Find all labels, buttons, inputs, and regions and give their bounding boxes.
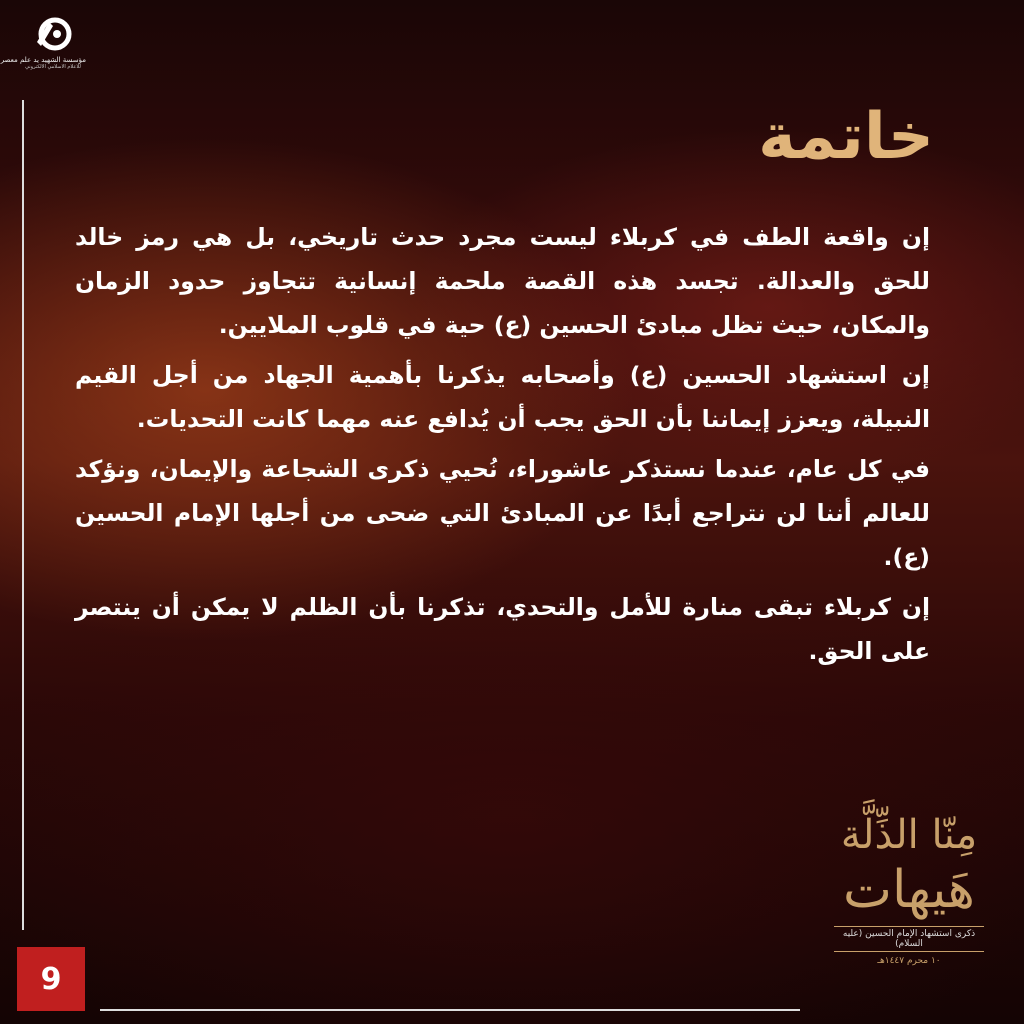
logo-emblem-icon <box>31 12 75 56</box>
page-number-badge: 9 <box>17 947 85 1011</box>
calligraphy-date: ١٠ محرم ١٤٤٧هـ <box>877 956 941 966</box>
paragraph-2: إن استشهاد الحسين (ع) وأصحابه يذكرنا بأهمية الجهاد من أجل القيم النبيلة، ويعزز إيماننا بأن الحق يجب أن يُدافع عنه مهما كانت التحديات. <box>75 361 930 433</box>
calligraphy-line-2: هَيهات <box>843 860 975 920</box>
body-text <box>75 215 930 679</box>
vertical-divider <box>22 100 24 930</box>
logo-name: مؤسسة الشهيد يد علم معصر <box>0 56 86 64</box>
paragraph-3: في كل عام، عندما نستذكر عاشوراء، نُحيي ذكرى الشجاعة والإيمان، ونؤكد للعالم أننا لن نتراجع أبدًا عن المبادئ التي ضحى من أجلها الإمام الحسين (ع). <box>75 455 930 571</box>
foundation-logo <box>0 12 86 82</box>
calligraphy-line-1: مِنّا الذِّلَّة <box>840 812 978 858</box>
paragraph-4: إن كربلاء تبقى منارة للأمل والتحدي، تذكرنا بأن الظلم لا يمكن أن ينتصر على الحق. <box>75 593 930 665</box>
page-title: خاتمة <box>758 100 934 174</box>
calligraphy-caption: ذكرى استشهاد الإمام الحسين (عليه السلام) <box>834 926 984 952</box>
horizontal-divider <box>100 1009 800 1011</box>
paragraph-1: إن واقعة الطف في كربلاء ليست مجرد حدث تاريخي، بل هي رمز خالد للحق والعدالة. تجسد هذه القصة ملحمة إنسانية تتجاوز حدود الزمان والمكان، حيث تظل مبادئ الحسين (ع) حية في قلوب الملايين. <box>75 223 930 339</box>
logo-subtitle: للاعلام الاسلامي الالكتروني <box>25 64 81 70</box>
calligraphy-emblem <box>834 810 984 966</box>
